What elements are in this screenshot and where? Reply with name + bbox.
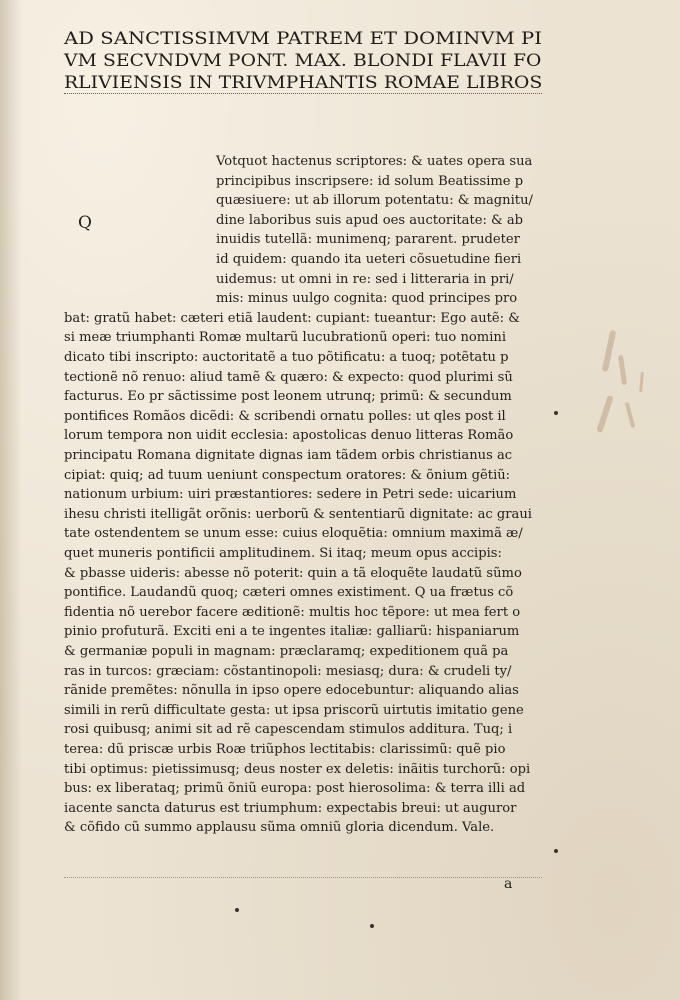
text-line: cipiat: quiq; ad tuum ueniunt conspectum oratores: & õnium gẽtiũ: [64, 467, 511, 483]
text-line: iacente sancta daturus est triumphum: expectabis breui: ut auguror [64, 800, 517, 816]
text-line: quet muneris pontificii amplitudinem. Si itaq; meum opus accipis: [64, 546, 502, 561]
text-line: uidemus: ut omni in re: sed i litteraria in pri/ [216, 271, 514, 287]
guide-initial-letter: Q [78, 213, 92, 233]
heading-line: VM SECVNDVM PONT. MAX. BLONDI FLAVII FO [64, 51, 542, 71]
text-line: dine laboribus suis apud oes auctoritate: & ab [216, 212, 524, 228]
text-line: principibus inscripsere: id solum Beatissime p [216, 173, 524, 189]
text-line: simili in rerũ difficultate gesta: ut ipsa priscorũ uirtutis imitatio gene [64, 702, 524, 718]
text-line: nationum urbium: uiri præstantiores: sedere in Petri sede: uicarium [64, 487, 517, 503]
text-line: id quidem: quando ita ueteri cõsuetudine fieri [216, 252, 522, 267]
text-line: si meæ triumphanti Romæ multarũ lucubrationũ operi: tuo nomini [64, 330, 507, 346]
text-line: & cõfido cũ summo applausu sũma omniũ gloria dicendum. Vale. [64, 820, 495, 836]
text-line: ihesu christi itelligãt orõnis: uerborũ & sententiarũ dignitate: ac graui [64, 506, 532, 522]
dedication-heading [64, 28, 542, 94]
text-line: bat: gratũ habet: cæteri etiã laudent: cupiant: tueantur: Ego autẽ: & [64, 310, 520, 326]
text-line: bus: ex liberataq; primũ õniũ europa: post hierosolima: & terra illi ad [64, 781, 526, 797]
text-line: dicato tibi inscripto: auctoritatẽ a tuo põtificatu: a tuoq; potẽtatu p [64, 350, 509, 365]
text-line: rãnide premẽtes: nõnulla in ipso opere edocebuntur: aliquando alias [64, 683, 519, 699]
signature-mark: a [504, 876, 513, 892]
text-line: rosi quibusq; animi sit ad rẽ capescendam stimulos additura. Tuq; i [64, 722, 513, 738]
text-line: tibi optimus: pietissimusq; deus noster ex deletis: inãitis turchorũ: opi [64, 761, 531, 777]
text-line: Votquot hactenus scriptores: & uates opera sua [216, 154, 533, 169]
text-line: fidentia nõ uerebor facere æditionẽ: multis hoc tẽpore: ut mea fert o [64, 604, 521, 620]
margin-dot [554, 411, 558, 415]
paper-stain [625, 402, 636, 428]
heading-line: RLIVIENSIS IN TRIVMPHANTIS ROMAE LIBROS [64, 73, 543, 93]
text-line: pontifices Romãos dicẽdi: & scribendi ornatu polles: ut qles post il [64, 408, 506, 424]
heading-line: AD SANCTISSIMVM PATREM ET DOMINVM PI [64, 29, 543, 49]
text-line: inuidis tutellã: munimenq; pararent. prudeter [216, 232, 520, 248]
text-line: quæsiuere: ut ab illorum potentatu: & magnitu/ [216, 193, 533, 209]
paper-stain [618, 355, 627, 385]
text-line: tate ostendentem se unum esse: cuius eloquẽtia: omnium maximã æ/ [64, 526, 523, 542]
text-line: & germaniæ populi in magnam: præclaramq; expeditionem quã pa [64, 644, 509, 659]
bottom-rule [64, 877, 542, 878]
text-line: pontifice. Laudandũ quoq; cæteri omnes existiment. Q ua frætus cõ [64, 585, 514, 601]
text-line: lorum tempora non uidit ecclesia: apostolicas denuo litteras Romão [64, 428, 514, 444]
text-line: tectionẽ nõ renuo: aliud tamẽ & quæro: & expecto: quod plurimi sũ [64, 369, 513, 385]
text-line: & pbasse uideris: abesse nõ poterit: quin a tã eloquẽte laudatũ sũmo [64, 565, 522, 581]
text-line: mis: minus uulgo cognita: quod principes pro [216, 291, 518, 307]
page-fold-shadow [0, 0, 22, 1000]
text-line: ras in turcos: græciam: cõstantinopoli: mesiasq; dura: & crudeli ty/ [64, 663, 512, 679]
margin-dot [554, 849, 558, 853]
margin-dot [235, 908, 239, 912]
text-line: facturus. Eo pr sãctissime post leonem utrunq; primũ: & secundum [64, 389, 512, 405]
text-line: principatu Romana dignitate dignas iam tãdem orbis christianus ac [64, 448, 513, 463]
text-line: pinio profuturã. Exciti eni a te ingentes italiæ: galliarũ: hispaniarum [64, 624, 520, 640]
text-line: terea: dũ priscæ urbis Roæ triũphos lectitabis: clarissimũ: quẽ pio [64, 742, 506, 757]
paper-stain [596, 395, 613, 433]
margin-dot [370, 924, 374, 928]
paper-stain [602, 330, 617, 372]
paper-stain [639, 372, 644, 392]
heading-underline [64, 93, 542, 94]
